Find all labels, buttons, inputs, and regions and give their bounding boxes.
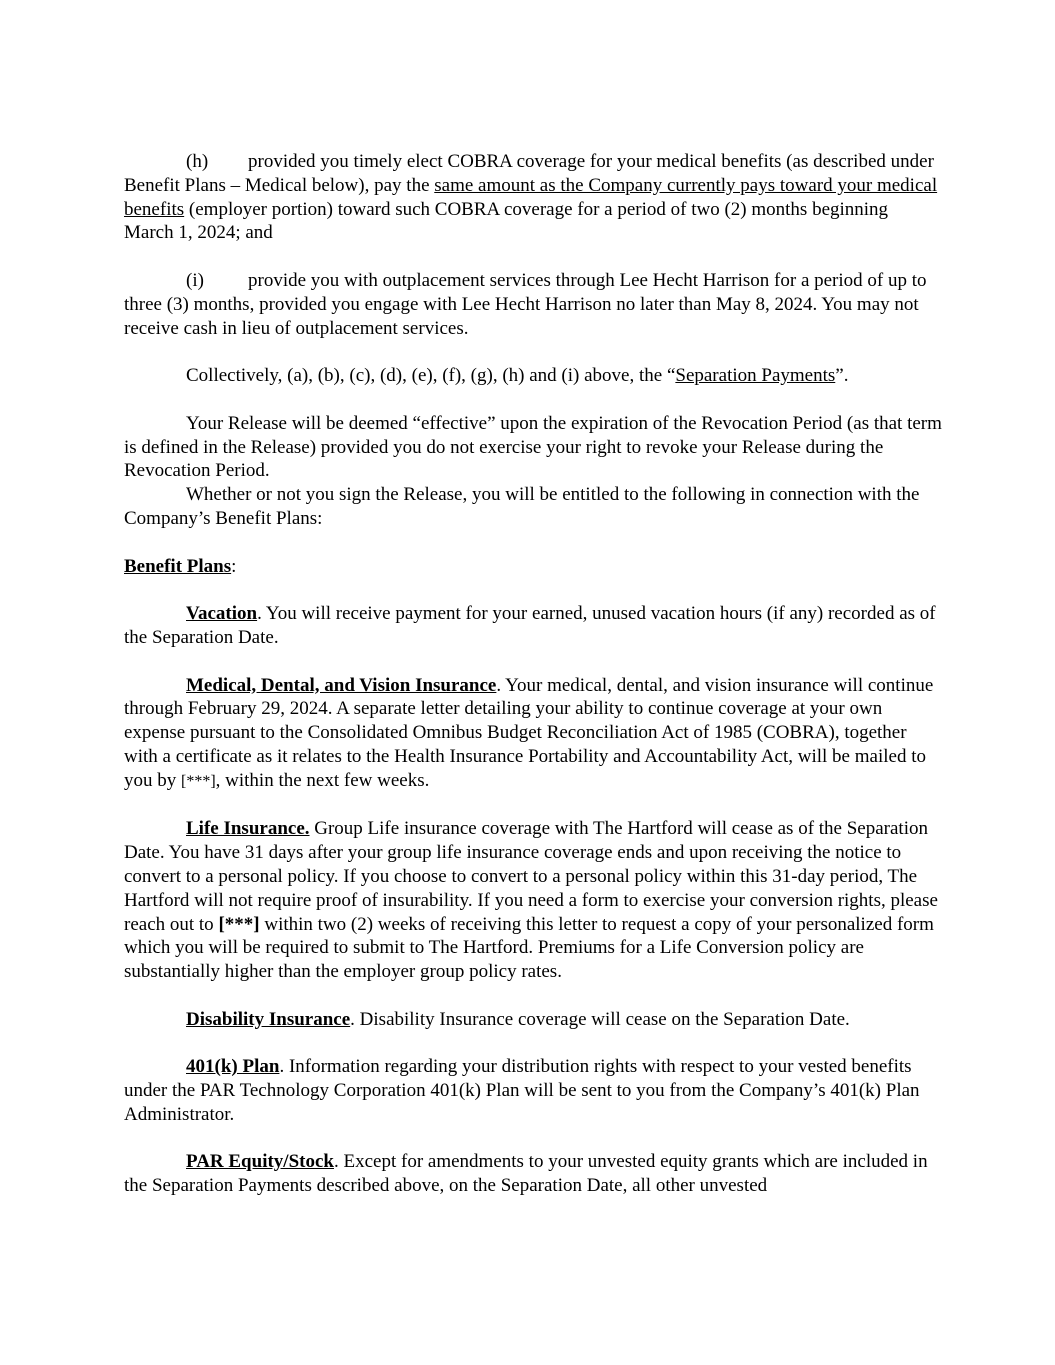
paragraph-h	[124, 150, 942, 245]
document-page	[124, 150, 942, 1198]
enum-label-i: (i)	[186, 269, 204, 291]
medical-text-2: , within the next few weeks.	[215, 769, 430, 791]
paragraph-401k	[124, 1055, 942, 1126]
vacation-title: Vacation	[186, 603, 258, 625]
equity-text: . Except for amendments to your unvested equity grants which are included in the Separation Payments described above, on the Separation Date, all other unvested	[124, 1151, 928, 1197]
benefit-plans-heading-label: Benefit Plans	[124, 555, 232, 577]
collectively-text-1: Collectively, (a), (b), (c), (d), (e), (f), (g), (h) and (i) above, the “	[186, 365, 676, 387]
equity-title: PAR Equity/Stock	[186, 1151, 334, 1173]
medical-text-1: . Your medical, dental, and vision insurance will continue through February 29, 2024. A separate letter detailing your ability to continue coverage at your own expense pursuant to the Consolidated Omnibus Budget Reconciliation Act of 1985 (COBRA), together with a certificate as it relates to the Health Insurance Portability and Accountability Act, will be mailed to you by	[124, 674, 934, 791]
paragraph-h-underlined: same amount as the Company currently pays toward your medical benefits	[124, 174, 938, 220]
paragraph-i-text: provide you with outplacement services through Lee Hecht Harrison for a period of up to three (3) months, provided you engage with Lee Hecht Harrison no later than May 8, 2024. You may not receive cash in lieu of outplacement services.	[124, 269, 927, 339]
life-insurance-redacted: [***]	[218, 913, 260, 935]
medical-title: Medical, Dental, and Vision Insurance	[186, 674, 497, 696]
separation-payments-term: Separation Payments	[675, 365, 836, 387]
disability-title: Disability Insurance	[186, 1008, 351, 1030]
paragraph-collectively	[124, 364, 942, 388]
benefit-plans-heading-colon: :	[231, 555, 237, 577]
paragraph-disability	[124, 1008, 942, 1032]
life-insurance-text-1: Group Life insurance coverage with The Hartford will cease as of the Separation Date. You have 31 days after your group life insurance coverage ends and upon receiving the notice to convert to a personal policy. If you choose to convert to a personal policy within this 31-day period, The Hartford will not require proof of insurability. If you need a form to exercise your conversion rights, please reach out to	[124, 818, 938, 935]
paragraph-h-text-2: (employer portion) toward such COBRA coverage for a period of two (2) months beginning March 1, 2024; and	[124, 198, 889, 244]
whether-text: Whether or not you sign the Release, you will be entitled to the following in connection with the Company’s Benefit Plans:	[124, 484, 920, 529]
enum-label-h: (h)	[186, 151, 209, 172]
life-insurance-title: Life Insurance.	[186, 818, 310, 840]
paragraph-whether	[124, 483, 942, 531]
paragraph-h-text-1: provided you timely elect COBRA coverage for your medical benefits (as described under Benefit Plans – Medical below), pay the	[124, 151, 934, 196]
paragraph-vacation	[124, 602, 942, 650]
collectively-text-2: ”.	[835, 365, 849, 387]
benefit-plans-heading	[124, 555, 942, 579]
medical-redacted: [***]	[181, 772, 216, 790]
release-text: Your Release will be deemed “effective” upon the expiration of the Revocation Period (as that term is defined in the Release) provided you do not exercise your right to revoke your Release during the Revocation Period.	[124, 412, 942, 482]
plan-401k-title: 401(k) Plan	[186, 1056, 280, 1078]
paragraph-equity	[124, 1150, 942, 1198]
life-insurance-text-2: within two (2) weeks of receiving this letter to request a copy of your personalized form which you will be required to submit to The Hartford. Premiums for a Life Conversion policy are substantially higher than the employer group policy rates.	[124, 913, 934, 983]
paragraph-i	[124, 269, 942, 340]
vacation-text: . You will receive payment for your earned, unused vacation hours (if any) recorded as of the Separation Date.	[124, 603, 936, 648]
paragraph-medical	[124, 674, 942, 794]
plan-401k-text: . Information regarding your distribution rights with respect to your vested benefits under the PAR Technology Corporation 401(k) Plan will be sent to you from the Company’s 401(k) Plan Administrator.	[124, 1056, 920, 1125]
paragraph-release	[124, 412, 942, 483]
paragraph-life-insurance	[124, 817, 942, 984]
disability-text: . Disability Insurance coverage will cease on the Separation Date.	[350, 1008, 850, 1030]
